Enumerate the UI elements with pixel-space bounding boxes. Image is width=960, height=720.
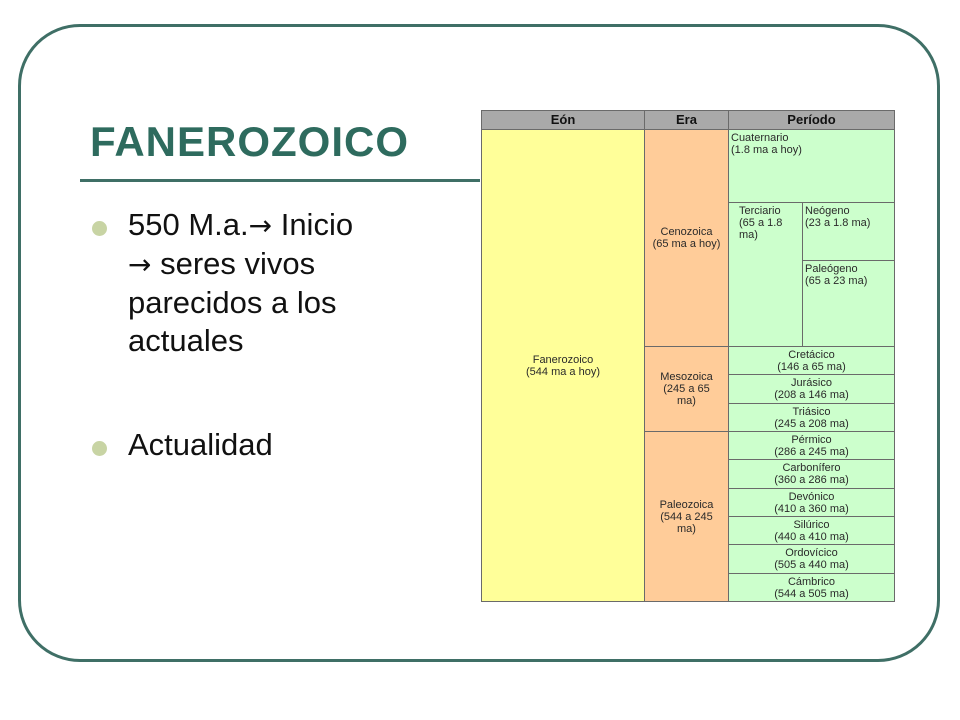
period-carbonifero: Carbonífero (360 a 286 ma): [728, 459, 895, 489]
bullet-item-inicio: [92, 206, 452, 360]
period-devonico: Devónico (410 a 360 ma): [728, 488, 895, 517]
period-silurico: Silúrico (440 a 410 ma): [728, 516, 895, 545]
bullet-dot-icon: [92, 441, 107, 456]
period-neogeno: Neógeno (23 a 1.8 ma): [802, 202, 895, 261]
slide-title: FANEROZOICO: [90, 118, 410, 165]
bullet-line: → seres vivos: [128, 246, 316, 281]
period-terciario: Terciario (65 a 1.8 ma): [728, 202, 803, 347]
header-era: Era: [644, 110, 729, 130]
period-jurasico: Jurásico (208 a 146 ma): [728, 374, 895, 404]
header-eon: Eón: [481, 110, 645, 130]
period-paleogeno: Paleógeno (65 a 23 ma): [802, 260, 895, 347]
bullet-item-actualidad: [92, 426, 452, 464]
eon-fanerozoico: Fanerozoico (544 ma a hoy): [481, 129, 645, 602]
bullet-dot-icon: [92, 221, 107, 236]
era-paleozoica: Paleozoica (544 a 245 ma): [644, 431, 729, 602]
period-cretacico: Cretácico (146 a 65 ma): [728, 346, 895, 375]
geologic-time-table: [481, 110, 895, 602]
arrow-right-icon: →: [248, 209, 273, 242]
bullet-line: 550 M.a.→ Inicio: [128, 207, 354, 242]
period-triasico: Triásico (245 a 208 ma): [728, 403, 895, 432]
era-mesozoica: Mesozoica (245 a 65 ma): [644, 346, 729, 432]
title-underline: [80, 179, 480, 182]
period-cambrico: Cámbrico (544 a 505 ma): [728, 573, 895, 602]
bullet-line: actuales: [128, 323, 244, 358]
header-periodo: Período: [728, 110, 895, 130]
period-ordovicico: Ordovícico (505 a 440 ma): [728, 544, 895, 574]
bullet-list: [92, 206, 452, 464]
bullet-line: parecidos a los: [128, 285, 337, 320]
period-permico: Pérmico (286 a 245 ma): [728, 431, 895, 460]
period-cuaternario: Cuaternario (1.8 ma a hoy): [728, 129, 895, 203]
arrow-right-icon: →: [128, 248, 152, 281]
bullet-line: Actualidad: [128, 427, 273, 462]
era-cenozoica: Cenozoica (65 ma a hoy): [644, 129, 729, 347]
